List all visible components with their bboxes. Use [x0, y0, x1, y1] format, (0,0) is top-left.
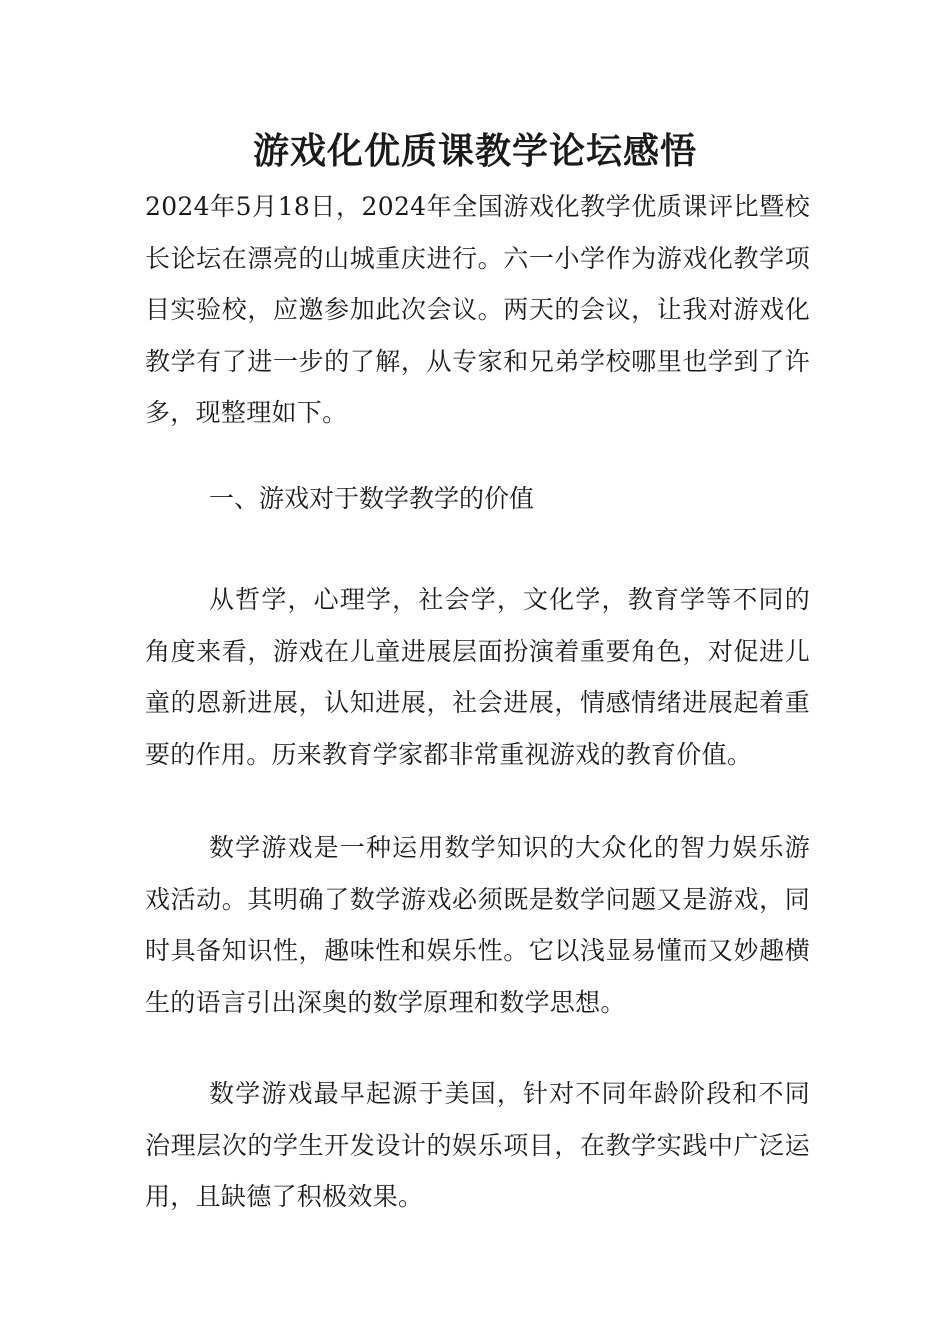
- body-paragraph: 从哲学，心理学，社会学，文化学，教育学等不同的角度来看，游戏在儿童进展层面扮演着重要角色，对促进儿童的恩新进展，认知进展，社会进展，情感情绪进展起着重要的作用。历来教育学家都非常重视游戏的教育价值。: [145, 585, 810, 769]
- body-paragraph: 数学游戏是一种运用数学知识的大众化的智力娱乐游戏活动。其明确了数学游戏必须既是数学问题又是游戏，同时具备知识性，趣味性和娱乐性。它以浅显易懂而又妙趣横生的语言引出深奥的数学原理和数学思想。: [145, 833, 810, 1017]
- body-paragraph: 数学游戏最早起源于美国，针对不同年龄阶段和不同治理层次的学生开发设计的娱乐项目，在教学实践中广泛运用，且缺德了积极效果。: [145, 1079, 810, 1211]
- section-heading: 一、游戏对于数学教学的价值: [209, 484, 535, 513]
- document-title: 游戏化优质课教学论坛感悟: [252, 130, 697, 172]
- intro-paragraph: 2024年5月18日，2024年全国游戏化教学优质课评比暨校长论坛在漂亮的山城重庆进行。六一小学作为游戏化教学项目实验校，应邀参加此次会议。两天的会议，让我对游戏化教学有了进一步的了解，从专家和兄弟学校哪里也学到了许多，现整理如下。: [145, 192, 810, 427]
